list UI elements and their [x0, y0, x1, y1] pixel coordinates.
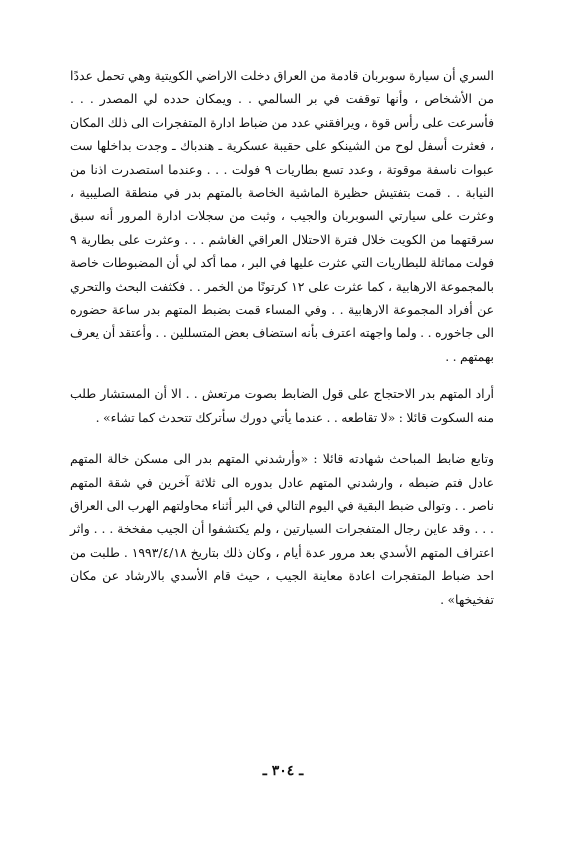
- paragraph-spacer: [70, 429, 494, 447]
- paragraph-testimony: السري أن سيارة سوبربان قادمة من العراق دخلت الاراضي الكويتية وهي تحمل عددًا من الأشخاص ، وأنها توقفت في بر السالمي . . ويمكان حدده لي المصدر . . . فأسرعت على رأس قوة ، ويرافقني عدد من ضباط ادارة المتفجرات الى ذلك المكان ، فعثرت أسفل لوح من الشينكو على حقيبة عسكرية ـ هندباك ـ وجدت بداخلها ست عبوات ناسفة موقوتة ، وعدد تسع بطاريات ٩ فولت . . . وعندما استصدرت اذنا من النيابة . . قمت بتفتيش حظيرة الماشية الخاصة بالمتهم بدر في منطقة الصليبية ، وعثرت على سيارتي السوبربان والجيب ، وثبت من سجلات ادارة المرور أنه سبق سرقتهما من الكويت خلال فترة الاحتلال العراقي الغاشم . . . وعثرت على بطارية ٩ فولت مماثلة للبطاريات التي عثرت عليها في البر ، مما أكد لي أن المضبوطات خاصة بالمجموعة الارهابية ، كما عثرت على ١٢ كرتونًا من الخمر . . فكثفت البحث والتحري عن أفراد المجموعة الارهابية . . وفي المساء قمت بضبط المتهم بدر ساعة حضوره الى جاخوره . . ولما واجهته اعترف بأنه استضاف بعض المتسللين . . وأعتقد أن يعرف بهمتهم . .: [70, 68, 494, 364]
- page-body: [70, 64, 494, 611]
- paragraph-objection: أراد المتهم بدر الاحتجاج على قول الضابط بصوت مرتعش . . الا أن المستشار طلب منه السكوت قائلا : «لا تقاطعه . . عندما يأتي دورك سأتركك تتحدث كما تشاء» .: [70, 386, 494, 425]
- paragraph-continued-testimony: وتابع ضابط المباحث شهادته قائلا : «وأرشدني المتهم بدر الى مسكن خالة المتهم عادل فتم ضبطه ، وارشدني المتهم عادل بدوره الى ثلاثة آخرين في شقة المتهم ناصر . . وتوالى ضبط البقية في اليوم التالي في البر أثناء محاولتهم الهرب الى العراق . . . وقد عاين رجال المتفجرات السيارتين ، ولم يكتشفوا أن الجيب مفخخة . . . واثر اعتراف المتهم الأسدي بعد مرور عدة أيام ، وكان ذلك بتاريخ ١٩٩٣/٤/١٨ . طلبت من احد ضباط المتفجرات اعادة معاينة الجيب ، حيث قام الأسدي بالارشاد عن مكان تفخيخها» .: [70, 451, 494, 607]
- paragraph-spacer: [70, 368, 494, 382]
- page-number: ـ ٣٠٤ ـ: [262, 763, 304, 779]
